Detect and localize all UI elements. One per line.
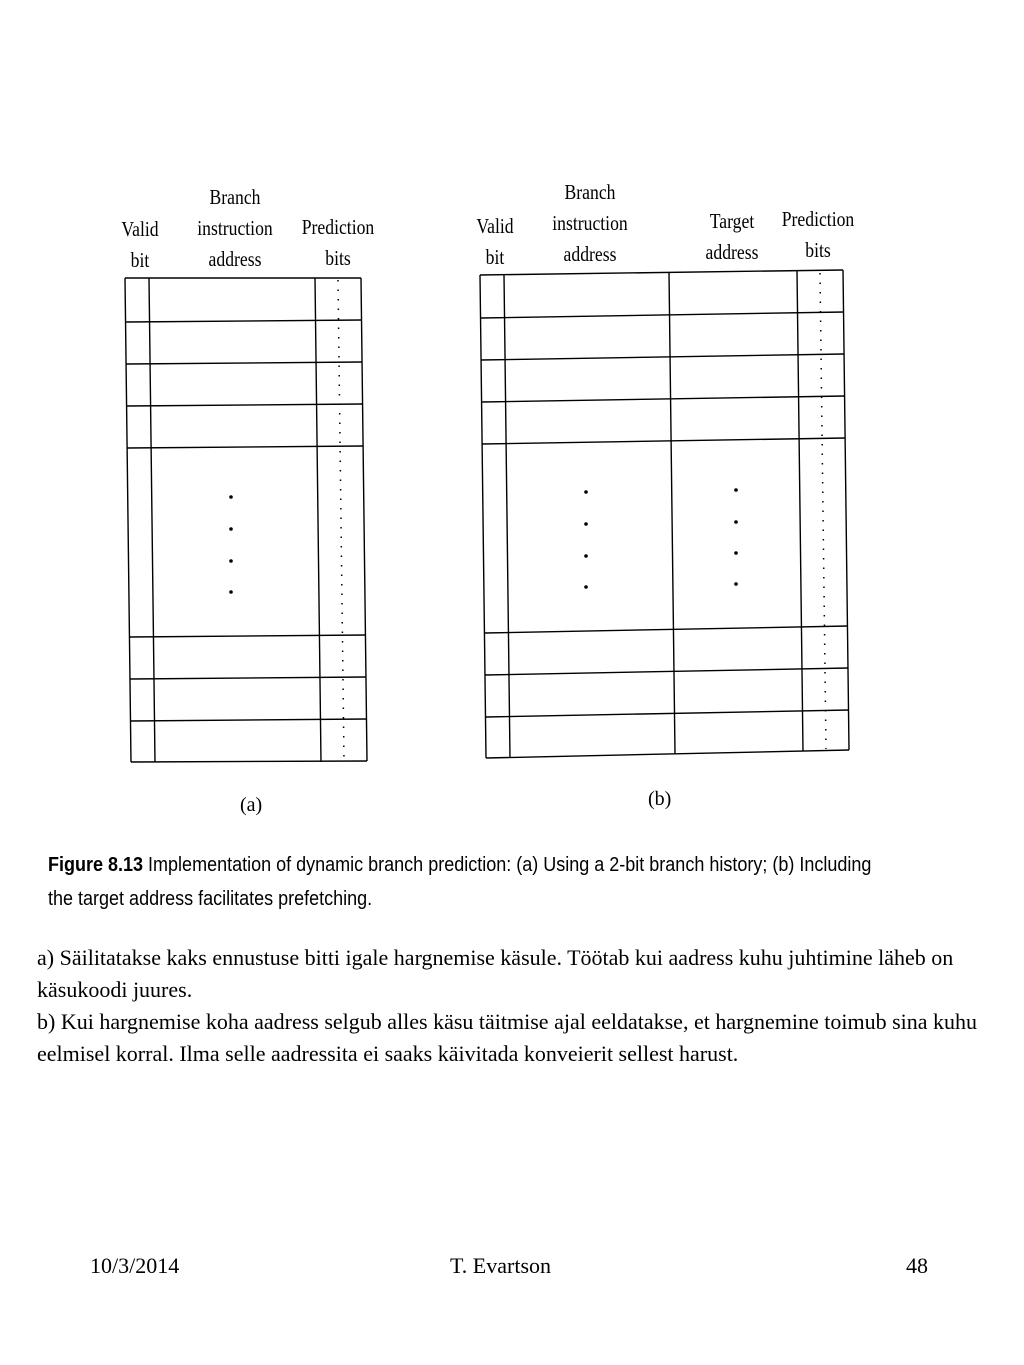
figure-a-label: (a) xyxy=(240,794,263,816)
header-line: bits xyxy=(805,238,831,262)
header-line: Target xyxy=(709,209,755,233)
paragraph-a: a) Säilitatakse kaks ennustuse bitti igale hargnemise käsule. Töötab kui aadress kuhu juhtimine läheb on käsukoodi juures. xyxy=(37,945,954,1002)
header-line: bits xyxy=(325,246,351,270)
header-line: address xyxy=(208,247,262,271)
ellipsis-dots-b-target xyxy=(734,488,738,586)
header-line: Valid xyxy=(476,214,514,238)
footer-page-number: 48 xyxy=(906,1253,928,1278)
slide-body xyxy=(37,942,997,1070)
table-b-outline xyxy=(480,270,849,758)
caption-line-1 xyxy=(48,848,871,882)
header-line: address xyxy=(705,240,759,264)
caption-figure-number: Figure 8.13 xyxy=(48,854,144,876)
footer-author: T. Evartson xyxy=(450,1253,552,1278)
paragraph-b: b) Kui hargnemise koha aadress selgub alles käsu täitmise ajal eeldatakse, et hargnemine toimub sina kuhu eelmisel korral. Ilma selle aadressita ei saaks käivitada konveierit sellest harust. xyxy=(37,1009,978,1066)
header-line: instruction xyxy=(552,211,628,235)
header-line: Branch xyxy=(564,180,616,204)
header-line: Branch xyxy=(209,185,261,209)
header-line: Prediction xyxy=(781,207,855,231)
ellipsis-dots-b-branch xyxy=(584,490,588,589)
caption-line-2: the target address facilitates prefetching. xyxy=(48,888,373,910)
header-line: Valid xyxy=(121,217,159,241)
header-line: Prediction xyxy=(301,215,375,239)
figure-b-label: (b) xyxy=(648,788,672,810)
header-line: instruction xyxy=(197,216,273,240)
header-line: bit xyxy=(485,245,505,269)
caption-text-1: Implementation of dynamic branch prediction: (a) Using a 2-bit branch history; (b) Including xyxy=(148,854,872,876)
table-b-rows xyxy=(481,312,849,717)
footer-date: 10/3/2014 xyxy=(90,1253,180,1278)
header-line: bit xyxy=(130,248,150,272)
header-line: address xyxy=(563,242,617,266)
figure-caption xyxy=(48,848,871,916)
